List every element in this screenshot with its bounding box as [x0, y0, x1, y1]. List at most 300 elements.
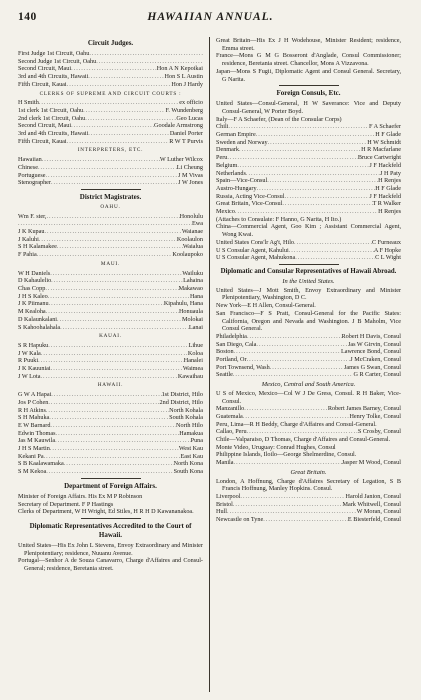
- paragraph: (Attaches to Consulate: F Hanno, G Narita, H Ito.): [216, 215, 342, 223]
- entry-value: Molokai: [182, 315, 203, 323]
- consul-row: [216, 413, 401, 421]
- leader-dots: [234, 348, 341, 356]
- leader-dots: [18, 220, 192, 228]
- magistrate-row: [18, 373, 203, 381]
- entry-label: Chas Copp: [18, 284, 46, 292]
- entry-value: J F Hackfeld: [369, 161, 401, 169]
- consul-row: [216, 139, 401, 147]
- leader-dots: [46, 407, 169, 415]
- magistrate-row: [18, 251, 203, 259]
- entry-value: J F Hackfeld: [369, 192, 401, 200]
- magistrate-row: [18, 300, 203, 308]
- entry-label: 3rd and 4th Circuits, Hawaii: [18, 130, 89, 138]
- entry-value: Bruce Cartwright: [357, 154, 401, 162]
- entry-value: W Luther Wilcox: [159, 156, 203, 164]
- entry-value: Henry Tolke, Consul: [349, 412, 401, 420]
- entry-label: S M Kekoa: [18, 468, 47, 476]
- entry-label: J H S Martin: [18, 445, 50, 453]
- consul-row: [216, 200, 401, 208]
- judge-row: [18, 65, 203, 73]
- magistrate-row: [18, 324, 203, 332]
- consul-row: [216, 154, 401, 162]
- entry-value: Makawao: [178, 284, 203, 292]
- leader-dots: [294, 239, 372, 247]
- paragraph: Japan—Mons S Fugii, Diplomatic Agent and Consul General. Secretary, G Narita.: [216, 67, 401, 83]
- section-rule: [279, 85, 339, 86]
- interpreter-row: [18, 172, 203, 180]
- magistrate-row: [18, 316, 203, 324]
- entry-label: Portland, Or: [216, 356, 247, 364]
- entry-value: Lanai: [188, 323, 203, 331]
- leader-dots: [247, 333, 342, 341]
- page-number: 140: [18, 11, 37, 23]
- leader-dots: [83, 107, 165, 115]
- entry-label: Peru: [216, 154, 228, 162]
- entry-value: Daniel Porter: [169, 130, 203, 138]
- consul-row: [216, 162, 401, 170]
- entry-label: S B Kaalawamaka: [18, 460, 64, 468]
- magistrate-row: [18, 430, 203, 438]
- entry-label: Sweden and Norway: [216, 138, 268, 146]
- leader-dots: [88, 73, 164, 81]
- clerk-row: [18, 122, 203, 130]
- interpreter-row: [18, 179, 203, 187]
- entry-value: J W Jones: [178, 179, 203, 187]
- entry-label: Great Britain, Vice-Consul: [216, 200, 283, 208]
- entry-label: Boston: [216, 348, 234, 356]
- entry-label: Philadelphia: [216, 332, 247, 340]
- entry-value: Robert H Davis, Consul: [341, 332, 401, 340]
- page-header: [18, 11, 403, 25]
- entry-label: S H Mahuka: [18, 414, 50, 422]
- entry-value: F A Schaefer: [369, 123, 401, 131]
- magistrate-row: [18, 285, 203, 293]
- leader-dots: [243, 413, 350, 421]
- entry-value: S Crosby, Consul: [357, 428, 401, 436]
- entry-label: Chinese: [18, 163, 38, 171]
- entry-label: 2nd clerk 1st Circuit, Oahu: [18, 114, 86, 122]
- leader-dots: [227, 508, 357, 516]
- leader-dots: [246, 170, 380, 178]
- subsection-title: In the United States.: [282, 277, 335, 285]
- entry-label: E W Barnard: [18, 421, 51, 429]
- entry-label: Chili: [216, 123, 229, 131]
- leader-dots: [48, 342, 188, 350]
- entry-label: Seattle: [216, 371, 233, 379]
- magistrate-row: [18, 391, 203, 399]
- section-rule: [81, 189, 141, 190]
- right-column: [216, 37, 401, 692]
- entry-label: R H Atkins: [18, 406, 46, 414]
- entry-value: Kipahulu, Hana: [163, 300, 203, 308]
- leader-dots: [48, 293, 190, 301]
- entry-label: German Empire: [216, 131, 256, 139]
- leader-dots: [267, 177, 378, 185]
- consul-row: [216, 459, 401, 467]
- entry-value: Koloa: [187, 349, 203, 357]
- entry-value: Hamakua: [179, 429, 203, 437]
- entry-value: North Hilo: [176, 421, 203, 429]
- paragraph: Secretary of Department. F P Hastings: [18, 500, 114, 508]
- consul-row: [216, 185, 401, 193]
- leader-dots: [237, 162, 369, 170]
- entry-label: Spain—Vice-Consul: [216, 177, 268, 185]
- entry-value: G R Carter, Consul: [353, 371, 401, 379]
- interpreter-row: [18, 164, 203, 172]
- entry-value: H Renjes: [378, 208, 401, 216]
- consul-row: [216, 501, 401, 509]
- entry-value: 1st District, Hilo: [161, 391, 203, 399]
- entry-value: Mark Whitwell, Consul: [342, 500, 401, 508]
- paragraph: United States—His Ex John L Stevens, Envoy Extraordinary and Minister Plenipotentiary; residence, Nuuanu Avenue.: [18, 541, 203, 557]
- section-title: Circuit Judges.: [87, 39, 134, 47]
- leader-dots: [39, 99, 179, 107]
- clerk-row: [18, 107, 203, 115]
- subsection-title: Great Britain.: [290, 468, 327, 476]
- leader-dots: [55, 437, 191, 445]
- entry-label: Belgium: [216, 161, 238, 169]
- entry-label: Fifth Circuit, Kauai: [18, 137, 67, 145]
- magistrate-row: [18, 213, 203, 221]
- leader-dots: [46, 213, 179, 221]
- leader-dots: [256, 341, 348, 349]
- entry-label: Hawaiian: [18, 156, 42, 164]
- leader-dots: [56, 430, 180, 438]
- leader-dots: [49, 300, 164, 308]
- entry-value: James G Swan, Consul: [343, 363, 401, 371]
- leader-dots: [50, 422, 176, 430]
- consul-row: [216, 428, 401, 436]
- leader-dots: [46, 468, 173, 476]
- paragraph: China—Commercial Agent, Goo Kim ; Assistant Commercial Agent, Wong Kwai.: [216, 223, 401, 239]
- consul-row: [216, 356, 401, 364]
- entry-value: Geo Lucas: [176, 114, 203, 122]
- paragraph: New York—E H Allen, Consul-General.: [216, 302, 316, 310]
- leader-dots: [256, 131, 376, 139]
- entry-value: West Kau: [178, 445, 203, 453]
- leader-dots: [233, 501, 343, 509]
- entry-value: East Kau: [180, 452, 203, 460]
- consul-row: [216, 131, 401, 139]
- leader-dots: [228, 123, 369, 131]
- paragraph: Great Britain—His Ex J H Wodehouse, Minister Resident; residence, Emma street.: [216, 37, 401, 52]
- leader-dots: [44, 453, 181, 461]
- leader-dots: [51, 179, 178, 187]
- judge-row: [18, 73, 203, 81]
- magistrate-row: [18, 445, 203, 453]
- section-title: Diplomatic Representatives Accredited to the Court of Hawaii.: [29, 521, 192, 539]
- leader-dots: [38, 164, 177, 172]
- section-title: District Magistrates.: [79, 192, 142, 201]
- leader-dots: [270, 364, 344, 372]
- entry-value: T R Walker: [372, 200, 401, 208]
- leader-dots: [85, 115, 176, 123]
- leader-dots: [71, 122, 154, 130]
- consul-row: [216, 193, 401, 201]
- island-title: HAWAII.: [97, 382, 124, 389]
- entry-label: D Kahaulelio: [18, 277, 52, 285]
- entry-value: H F Glade: [375, 131, 401, 139]
- entry-label: United States Cons'lr Ag't, Hilo: [216, 238, 295, 246]
- entry-label: J H S Kaleo: [18, 292, 48, 300]
- entry-value: South Kona: [173, 468, 203, 476]
- island-title: OAHU.: [100, 203, 121, 210]
- leader-dots: [57, 316, 182, 324]
- magistrate-row: [18, 236, 203, 244]
- leader-dots: [50, 445, 179, 453]
- magistrate-row: [18, 453, 203, 461]
- entry-label: Second Judge 1st Circuit, Oahu: [18, 57, 97, 65]
- magistrate-row: [18, 365, 203, 373]
- entry-value: F. Wundenberg: [165, 106, 203, 114]
- consul-row: [216, 247, 401, 255]
- entry-value: ex officio: [179, 99, 203, 107]
- magistrate-row: [18, 293, 203, 301]
- consul-row: [216, 348, 401, 356]
- entry-label: Jos P Cohen: [18, 398, 49, 406]
- entry-value: J H Paty: [380, 169, 401, 177]
- leader-dots: [289, 247, 374, 255]
- entry-label: Portuguese: [18, 171, 46, 179]
- leader-dots: [39, 236, 177, 244]
- entry-label: F Pahia: [18, 251, 37, 259]
- entry-label: Netherlands: [216, 169, 246, 177]
- entry-value: Goodale Armstrong: [154, 122, 203, 130]
- leader-dots: [240, 493, 345, 501]
- columns: [18, 37, 403, 692]
- leader-dots: [38, 357, 184, 365]
- entry-label: Russia, Acting Vice-Consul: [216, 192, 285, 200]
- consul-row: [216, 341, 401, 349]
- paragraph: United States—J Mott Smith, Envoy Extraordinary and Minister Plenipotentiary, Washington, D C.: [216, 286, 401, 302]
- entry-value: Lahaina: [183, 277, 203, 285]
- leader-dots: [244, 405, 328, 413]
- entry-value: 2nd District, Hilo: [159, 398, 203, 406]
- entry-label: S Kahoohalahala: [18, 323, 61, 331]
- entry-label: D Kalaunkalani: [18, 315, 58, 323]
- consul-row: [216, 333, 401, 341]
- entry-value: J McCraken, Consul: [350, 356, 401, 364]
- entry-value: H Renjes: [378, 177, 401, 185]
- leader-dots: [268, 139, 368, 147]
- entry-label: J K Kauuniai: [18, 365, 51, 373]
- entry-label: S R Hapuku: [18, 341, 49, 349]
- entry-value: Harold Janion, Consul: [345, 492, 401, 500]
- column-divider: [209, 37, 210, 692]
- entry-value: A F Hopke: [373, 246, 401, 254]
- entry-value: North Kona: [173, 460, 203, 468]
- interpreter-row: [18, 156, 203, 164]
- entry-label: G W A Hapai: [18, 391, 52, 399]
- paragraph: Philippine Islands, Iloilo—George Shelmerdine, Consul.: [216, 451, 357, 459]
- leader-dots: [284, 193, 369, 201]
- entry-label: R Puuki: [18, 357, 39, 365]
- magistrate-row: [18, 228, 203, 236]
- leader-dots: [233, 371, 354, 379]
- leader-dots: [282, 200, 372, 208]
- entry-label: 3rd and 4th Circuits, Hawaii: [18, 73, 89, 81]
- entry-value: Hana: [189, 292, 203, 300]
- subsection-title: Mexico, Central and South America.: [261, 381, 356, 389]
- entry-label: Bristol: [216, 500, 233, 508]
- paragraph: London, A Hoffnung, Charge d'Affaires Secretary of Legation, S B Francis Hoffnung, Manley Hopkins. Consul.: [216, 477, 401, 493]
- consul-row: [216, 254, 401, 262]
- subsection-title: CLERKS OF SUPREME AND CIRCUIT COURTS :: [39, 90, 182, 97]
- magistrate-row: [18, 414, 203, 422]
- entry-label: Liverpool: [216, 492, 241, 500]
- magistrate-row: [18, 468, 203, 476]
- entry-label: Jas M Kauwila: [18, 437, 56, 445]
- leader-dots: [51, 391, 161, 399]
- entry-label: U S Consular Agent, Mahukona: [216, 254, 296, 262]
- entry-value: Hon A N Kepoikai: [156, 65, 203, 73]
- paragraph: Peru, Lima—R H Beddy, Charge d'Affaires and Consul-General.: [216, 420, 377, 428]
- entry-label: 1st clerk 1st Circuit, Oahu: [18, 106, 84, 114]
- entry-value: Ewa: [192, 220, 203, 228]
- magistrate-row: [18, 357, 203, 365]
- leader-dots: [42, 156, 160, 164]
- judge-row: [18, 50, 203, 58]
- entry-label: Manzanillo: [216, 405, 245, 413]
- entry-label: Second Circuit, Maui: [18, 122, 72, 130]
- leader-dots: [40, 373, 177, 381]
- magistrate-row: [18, 243, 203, 251]
- entry-label: Callao, Peru: [216, 428, 247, 436]
- leader-dots: [45, 285, 178, 293]
- consul-row: [216, 405, 401, 413]
- section-rule: [81, 518, 141, 519]
- entry-value: Kawaihau: [177, 372, 203, 380]
- entry-label: Stenographer: [18, 179, 51, 187]
- consul-row: [216, 371, 401, 379]
- magistrate-row: [18, 270, 203, 278]
- leader-dots: [46, 172, 179, 180]
- magistrate-row: [18, 350, 203, 358]
- entry-label: J K Kupau: [18, 228, 45, 236]
- section-rule: [279, 264, 339, 265]
- entry-value: North Kohala: [169, 406, 203, 414]
- magistrate-row: [18, 460, 203, 468]
- entry-value: E Biesterfeld, Consul: [347, 516, 401, 524]
- consul-row: [216, 508, 401, 516]
- section-rule: [81, 478, 141, 479]
- paragraph: France—Mons G M G Bosseront d'Anglade, Consul Commissioner; residence, Beretania street. Chancellor, Mons A Vizzavona.: [216, 52, 401, 68]
- entry-value: Jasper M Wood, Consul: [341, 459, 401, 467]
- leader-dots: [67, 81, 172, 89]
- entry-value: Lihue: [188, 341, 203, 349]
- entry-label: Wm F. ster,: [18, 212, 47, 220]
- entry-label: J Kaluhi: [18, 235, 39, 243]
- consul-row: [216, 123, 401, 131]
- entry-value: Puna: [190, 437, 203, 445]
- leader-dots: [257, 185, 376, 193]
- entry-value: Honolulu: [179, 212, 203, 220]
- leader-dots: [41, 350, 188, 358]
- clerk-row: [18, 99, 203, 107]
- entry-label: Newcastle on Tyne: [216, 516, 264, 524]
- entry-value: Koolaupoko: [172, 251, 203, 259]
- entry-value: Waianae: [181, 228, 203, 236]
- entry-label: Port Townsend, Wash: [216, 363, 270, 371]
- judge-row: [18, 81, 203, 89]
- paragraph: Portugal—Senhor A de Souza Canavarro, Charge d'Affaires and Consul-General; residence, Beretania street.: [18, 557, 203, 573]
- entry-label: Denmark: [216, 146, 240, 154]
- entry-value: C L Wight: [375, 254, 401, 262]
- magistrate-row: [18, 277, 203, 285]
- subsection-title: INTERPRETERS, ETC.: [77, 147, 144, 154]
- entry-label: J K Piimanu: [18, 300, 49, 308]
- entry-label: J W Lota: [18, 372, 41, 380]
- paragraph: Clerks of Department, W H Wright, Ed Stiles, H R H D Kawananakoa.: [18, 508, 194, 516]
- entry-value: Robert James Barney, Consul: [327, 405, 401, 413]
- left-column: [18, 37, 203, 692]
- consul-row: [216, 208, 401, 216]
- entry-value: W Moran, Consul: [356, 508, 401, 516]
- entry-label: H Smith: [18, 99, 39, 107]
- entry-value: H R Macfarlane: [361, 146, 401, 154]
- leader-dots: [51, 277, 183, 285]
- clerk-row: [18, 138, 203, 146]
- consul-row: [216, 364, 401, 372]
- leader-dots: [239, 146, 361, 154]
- magistrate-row: [18, 308, 203, 316]
- entry-label: S H Kalamakee: [18, 243, 57, 251]
- island-title: MAUI.: [100, 260, 121, 267]
- magistrate-row: [18, 220, 203, 228]
- entry-label: W H Daniels: [18, 269, 51, 277]
- entry-label: Guatemala: [216, 412, 243, 420]
- consul-row: [216, 493, 401, 501]
- entry-value: Hon J Hardy: [171, 80, 203, 88]
- entry-value: Wailuku: [182, 269, 203, 277]
- leader-dots: [234, 459, 342, 467]
- clerk-row: [18, 130, 203, 138]
- entry-value: Hanalei: [183, 357, 203, 365]
- paragraph: Monte Video, Uruguay: Conrad Hughes, Consul: [216, 443, 336, 451]
- consul-row: [216, 177, 401, 185]
- entry-value: J M Vivas: [178, 171, 203, 179]
- consul-row: [216, 239, 401, 247]
- entry-label: Edwin Thomas: [18, 429, 56, 437]
- entry-value: South Kohala: [169, 414, 203, 422]
- entry-label: San Diego, Cala: [216, 340, 257, 348]
- leader-dots: [71, 65, 157, 73]
- leader-dots: [48, 399, 159, 407]
- entry-value: Koolaulon: [176, 235, 203, 243]
- entry-value: C Furneaux: [371, 238, 401, 246]
- leader-dots: [67, 138, 170, 146]
- entry-label: M Kealoha: [18, 308, 46, 316]
- entry-value: Honuaula: [178, 308, 203, 316]
- entry-value: Lawrence Bond, Consul: [341, 348, 401, 356]
- entry-label: First Judge 1st Circuit, Oahu: [18, 50, 90, 57]
- paragraph: Minister of Foreign Affairs. His Ex M P Robinson: [18, 492, 143, 500]
- entry-label: Second Circuit, Maui: [18, 65, 72, 73]
- paragraph: San Francisco—F S Pratt, Consul-General for the Pacific States: California, Oregon and Nevada and Washington. J B Maholm, Vice Consul General.: [216, 309, 401, 333]
- section-title: Department of Foreign Affairs.: [64, 481, 157, 490]
- paragraph: Italy—F A Schaefer, (Dean of the Consular Corps): [216, 115, 342, 123]
- leader-dots: [247, 356, 351, 364]
- section-title: Diplomatic and Consular Representatives of Hawaii Abroad.: [220, 267, 397, 275]
- magistrate-row: [18, 399, 203, 407]
- paragraph: United States—Consul-General, H W Saverance: Vice and Deputy Consul-General, W Porter Boyd.: [216, 100, 401, 115]
- leader-dots: [227, 154, 358, 162]
- leader-dots: [64, 460, 174, 468]
- entry-label: Austro-Hungary: [216, 184, 257, 192]
- entry-value: H F Glade: [375, 184, 401, 192]
- entry-value: Waimea: [182, 365, 203, 373]
- leader-dots: [235, 208, 378, 216]
